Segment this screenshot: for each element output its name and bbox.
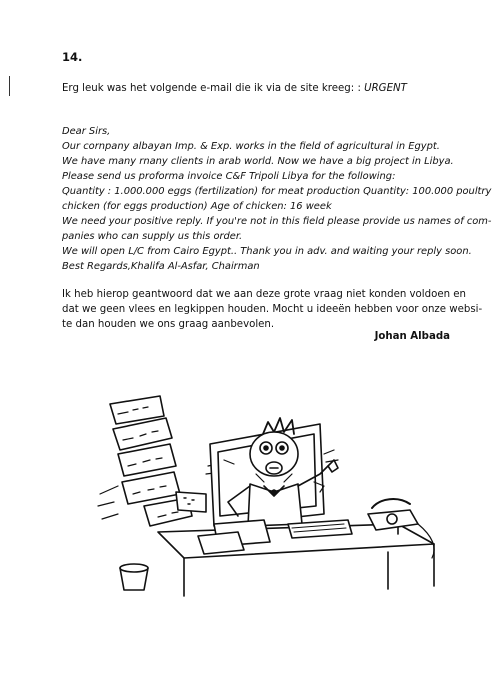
reply-line: Ik heb hierop geantwoord dat we aan deze grote vraag niet konden voldoen en — [62, 289, 467, 300]
intro-line — [62, 81, 462, 96]
email-signoff: Best Regards,Khalifa Al-Asfar, Chairman — [62, 261, 260, 272]
email-greeting: Dear Sirs, — [62, 126, 111, 137]
page-number: 14. — [62, 50, 83, 64]
intro-text: Erg leuk was het volgende e-mail die ik via de site kreeg: : — [62, 83, 361, 94]
flying-papers — [98, 396, 228, 526]
cartoon-overwhelmed-office-worker-icon — [88, 374, 444, 599]
reply-line: te dan houden we ons graag aanbevolen. — [62, 319, 275, 330]
author-signature: Johan Albada — [374, 331, 450, 342]
email-line: panies who can supply us this order. — [62, 231, 243, 242]
reply-line: dat we geen vlees en legkippen houden. Mocht u ideeën hebben voor onze websi- — [62, 304, 483, 315]
email-line: We will open L/C from Cairo Egypt.. Thank you in adv. and waiting your reply soon. — [62, 246, 472, 257]
email-line: Please send us proforma invoice C&F Tripoli Libya for the following: — [62, 171, 396, 182]
urgent-label: URGENT — [364, 83, 407, 94]
wastebasket-icon — [120, 564, 148, 590]
reply-paragraph — [62, 287, 483, 332]
email-line: chicken (for eggs production) Age of chicken: 16 week — [62, 201, 332, 212]
margin-mark — [9, 76, 10, 96]
email-line: We need your positive reply. If you're not in this field please provide us names of com- — [62, 216, 492, 227]
email-line: Quantity : 1.000.000 eggs (fertilization) for meat production Quantity: 100.000 poultry — [62, 186, 492, 197]
email-line: Our cornpany albayan Imp. & Exp. works in the field of agricultural in Egypt. — [62, 141, 440, 152]
email-quote — [62, 124, 492, 274]
email-line: We have many rnany clients in arab world. Now we have a big project in Libya. — [62, 156, 454, 167]
